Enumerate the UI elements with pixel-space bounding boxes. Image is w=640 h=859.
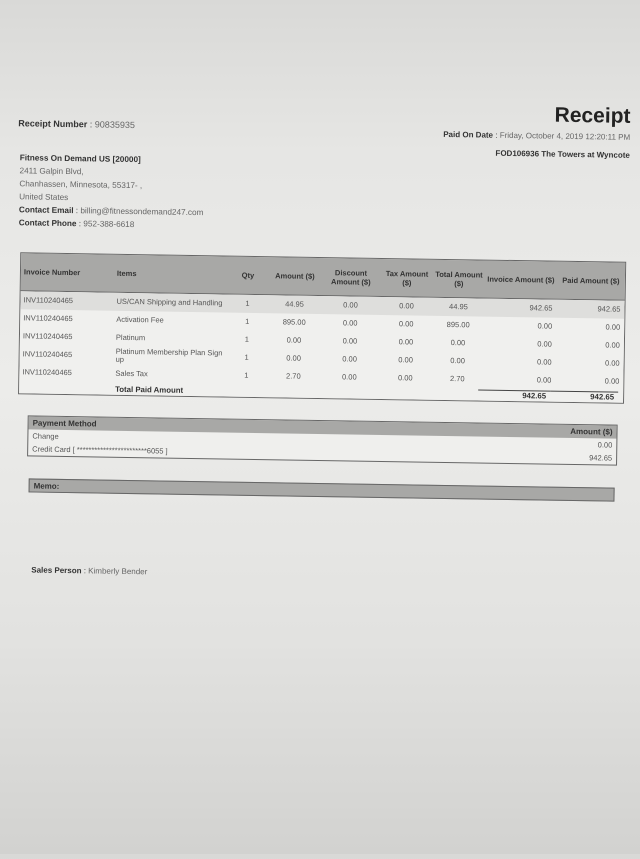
receipt-number-label: Receipt Number bbox=[18, 118, 88, 130]
cell-item: Platinum Membership Plan Sign up bbox=[115, 346, 223, 364]
cell-paid-amount: 942.65 bbox=[597, 304, 621, 314]
sales-person: Sales Person : Kimberly Bender bbox=[31, 565, 148, 577]
cell-qty: 1 bbox=[244, 352, 249, 362]
customer-address-block bbox=[19, 151, 205, 232]
total-invoice-amount: 942.65 bbox=[478, 389, 550, 400]
header-items: Items bbox=[116, 268, 137, 279]
cell-tax: 0.00 bbox=[398, 336, 414, 347]
cell-amount: 0.00 bbox=[286, 353, 302, 363]
cell-discount: 0.00 bbox=[342, 336, 358, 346]
payment-amount-label: Amount ($) bbox=[570, 426, 613, 437]
cell-total: 44.95 bbox=[449, 301, 468, 312]
cell-invoice-amount: 0.00 bbox=[537, 339, 552, 349]
address-country: United States bbox=[19, 192, 69, 203]
cell-invoice-number: INV110240465 bbox=[22, 367, 72, 377]
cell-invoice-number: INV110240465 bbox=[22, 349, 73, 359]
cell-paid-amount: 0.00 bbox=[605, 322, 621, 332]
cell-qty: 1 bbox=[244, 370, 249, 380]
cell-paid-amount: 0.00 bbox=[604, 376, 620, 386]
payment-method: Change bbox=[32, 431, 59, 441]
invoice-table-body bbox=[19, 291, 625, 402]
cell-total: 0.00 bbox=[450, 355, 466, 366]
company-name: Fitness On Demand US [20000] bbox=[19, 153, 141, 165]
paid-on-date: Paid On Date : Friday, October 4, 2019 12:20:11 PM bbox=[443, 129, 631, 142]
header-invoice-amount: Invoice Amount ($) bbox=[487, 274, 555, 285]
cell-amount: 2.70 bbox=[285, 371, 301, 381]
cell-item: Platinum bbox=[115, 332, 146, 342]
cell-discount: 0.00 bbox=[343, 300, 358, 310]
cell-tax: 0.00 bbox=[398, 318, 414, 329]
cell-invoice-amount: 0.00 bbox=[537, 321, 553, 331]
header-amount: Amount ($) bbox=[275, 271, 315, 281]
header-qty: Qty bbox=[241, 270, 255, 280]
payment-amount: 942.65 bbox=[589, 453, 613, 463]
paid-on-label: Paid On Date bbox=[443, 129, 494, 140]
sales-person-value: Kimberly Bender bbox=[88, 566, 148, 577]
cell-invoice-amount: 0.00 bbox=[536, 375, 552, 385]
contact-phone: Contact Phone : 952-388-6618 bbox=[18, 218, 135, 230]
paid-on-value: Friday, October 4, 2019 12:20:11 PM bbox=[499, 130, 631, 142]
cell-discount: 0.00 bbox=[341, 372, 357, 382]
contact-email-value: billing@fitnessondemand247.com bbox=[80, 206, 204, 218]
invoice-table bbox=[18, 252, 626, 404]
cell-tax: 0.00 bbox=[399, 300, 414, 311]
cell-paid-amount: 0.00 bbox=[605, 340, 620, 350]
cell-invoice-number: INV110240465 bbox=[22, 331, 73, 341]
payment-method: Credit Card [ ************************6055 ] bbox=[32, 444, 168, 456]
cell-total: 895.00 bbox=[446, 319, 470, 330]
cell-amount: 0.00 bbox=[286, 335, 302, 345]
total-paid-amount: 942.65 bbox=[550, 391, 618, 402]
payment-method-table bbox=[27, 415, 618, 465]
cell-discount: 0.00 bbox=[342, 354, 358, 364]
address-line-1: 2411 Galpin Blvd, bbox=[19, 166, 84, 177]
contact-phone-value: 952-388-6618 bbox=[83, 219, 135, 230]
cell-tax: 0.00 bbox=[397, 372, 413, 383]
payment-method-label: Payment Method bbox=[32, 418, 97, 429]
cell-total: 0.00 bbox=[450, 337, 466, 348]
contact-email-label: Contact Email bbox=[18, 205, 74, 216]
header-paid-amount: Paid Amount ($) bbox=[562, 275, 620, 286]
receipt-number-value: 90835935 bbox=[94, 119, 135, 131]
total-paid-label: Total Paid Amount bbox=[115, 384, 184, 395]
header-tax: Tax Amount ($) bbox=[385, 268, 429, 287]
receipt-title: Receipt bbox=[554, 103, 631, 128]
receipt-number: Receipt Number : 90835935 bbox=[18, 118, 135, 131]
cell-item: US/CAN Shipping and Handling bbox=[116, 296, 223, 308]
cell-invoice-amount: 942.65 bbox=[529, 303, 553, 313]
cell-total: 2.70 bbox=[449, 373, 465, 384]
contact-phone-label: Contact Phone bbox=[18, 218, 77, 229]
cell-qty: 1 bbox=[244, 334, 250, 344]
cell-amount: 895.00 bbox=[282, 317, 306, 327]
header-invoice-number: Invoice Number bbox=[23, 267, 81, 278]
cell-tax: 0.00 bbox=[398, 354, 414, 365]
address-line-2: Chanhassen, Minnesota, 55317- , bbox=[19, 179, 143, 191]
cell-qty: 1 bbox=[245, 298, 250, 308]
cell-discount: 0.00 bbox=[342, 318, 358, 328]
cell-amount: 44.95 bbox=[285, 299, 304, 309]
cell-invoice-number: INV110240465 bbox=[23, 313, 73, 323]
payment-amount: 0.00 bbox=[597, 440, 613, 450]
cell-paid-amount: 0.00 bbox=[604, 358, 620, 368]
location: FOD106936 The Towers at Wyncote bbox=[495, 148, 630, 160]
cell-invoice-number: INV110240465 bbox=[23, 295, 74, 305]
contact-email: Contact Email : billing@fitnessondemand247.com bbox=[18, 205, 204, 218]
cell-item: Activation Fee bbox=[116, 314, 164, 325]
header-total: Total Amount ($) bbox=[435, 269, 483, 288]
cell-item: Sales Tax bbox=[115, 368, 148, 379]
memo-bar: Memo: bbox=[29, 478, 615, 501]
sales-person-label: Sales Person bbox=[31, 565, 82, 576]
cell-invoice-amount: 0.00 bbox=[536, 357, 552, 367]
header-discount: Discount Amount ($) bbox=[331, 267, 371, 287]
cell-qty: 1 bbox=[245, 316, 250, 326]
